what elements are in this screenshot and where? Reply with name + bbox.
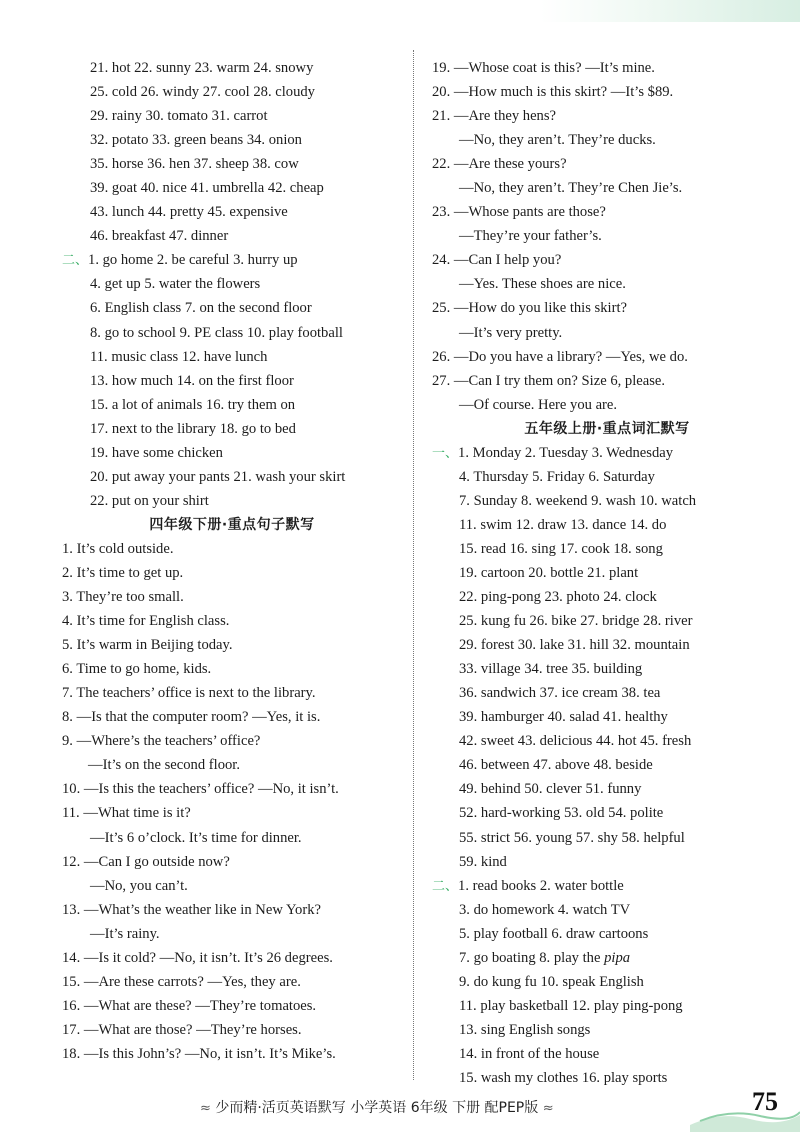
line-text: 20. —How much is this skirt? —It’s $89. [432,84,674,101]
line-text: 22. ping-pong 23. photo 24. clock [459,589,657,606]
text-line [432,152,782,176]
text-line [432,970,782,994]
text-line [432,489,782,513]
line-text: 13. how much 14. on the first floor [90,372,294,389]
line-text: 22. put on your shirt [90,492,209,509]
text-line [432,224,782,248]
section-marker: 一、 [432,445,459,461]
text-line [62,657,402,681]
text-line [432,80,782,104]
line-text: —It’s very pretty. [459,324,563,341]
text-line [432,994,782,1018]
line-text: 8. go to school 9. PE class 10. play football [90,324,343,341]
text-line [62,537,402,561]
text-line [432,248,782,272]
line-text: 15. read 16. sing 17. cook 18. song [459,540,663,557]
page-footer [0,1085,800,1132]
line-text: 35. horse 36. hen 37. sheep 38. cow [90,156,299,173]
line-text: 19. have some chicken [90,444,223,461]
section-heading [432,417,782,441]
text-line [432,801,782,825]
line-text: 11. play basketball 12. play ping-pong [459,997,683,1014]
line-text: 11. swim 12. draw 13. dance 14. do [459,516,667,533]
line-text: 7. Sunday 8. weekend 9. wash 10. watch [459,492,697,509]
left-column [62,56,402,1066]
line-text: —No, you can’t. [90,877,188,894]
line-text: 29. forest 30. lake 31. hill 32. mountain [459,637,690,654]
text-line [62,633,402,657]
line-text: 四年级下册·重点句子默写 [149,516,315,533]
line-text: 23. —Whose pants are those? [432,204,606,221]
line-text: 46. breakfast 47. dinner [90,228,229,245]
text-line [62,441,402,465]
text-line [432,898,782,922]
line-text: 52. hard-working 53. old 54. polite [459,805,664,822]
line-text: 39. hamburger 40. salad 41. healthy [459,709,668,726]
text-line [432,393,782,417]
line-text: 1. Monday 2. Tuesday 3. Wednesday [458,444,674,461]
text-line [432,922,782,946]
text-line [432,513,782,537]
text-line [62,946,402,970]
line-text: 27. —Can I try them on? Size 6, please. [432,372,666,389]
line-text: 13. —What’s the weather like in New York? [62,901,321,918]
line-text: 1. It’s cold outside. [62,540,174,557]
line-text: 16. —What are these? —They’re tomatoes. [62,997,317,1014]
line-text: —Yes. These shoes are nice. [459,276,626,293]
line-text: 43. lunch 44. pretty 45. expensive [90,204,288,221]
line-text: 21. hot 22. sunny 23. warm 24. snowy [90,60,314,76]
line-text: —It’s on the second floor. [88,757,240,774]
text-line [62,489,402,513]
text-line [62,729,402,753]
text-line [62,200,402,224]
line-text: —It’s 6 o’clock. It’s time for dinner. [90,829,302,846]
line-text: 11. —What time is it? [62,805,191,822]
text-line [62,152,402,176]
line-text: 46. between 47. above 48. beside [459,757,653,774]
line-text: 10. —Is this the teachers’ office? —No, it isn’t. [62,781,339,798]
text-line [62,224,402,248]
line-text: 8. —Is that the computer room? —Yes, it is. [62,709,321,726]
line-text: 17. —What are those? —They’re horses. [62,1021,302,1038]
line-text: 36. sandwich 37. ice cream 38. tea [459,685,661,702]
text-line [62,994,402,1018]
line-text: 6. English class 7. on the second floor [90,300,312,317]
text-line [432,874,782,898]
text-line [432,441,782,465]
text-line [62,585,402,609]
text-line [62,1042,402,1066]
line-text: 24. —Can I help you? [432,252,562,269]
line-text: 59. kind [459,853,507,870]
line-text: 3. do homework 4. watch TV [459,901,631,918]
line-text: 5. play football 6. draw cartoons [459,925,649,942]
text-line [432,729,782,753]
text-line [62,609,402,633]
line-text: 55. strict 56. young 57. shy 58. helpful [459,829,685,846]
line-text: 25. kung fu 26. bike 27. bridge 28. river [459,613,693,630]
page-number: 75 [752,1087,778,1116]
text-line [62,321,402,345]
footer-title [200,1097,554,1117]
text-line [432,369,782,393]
line-text: —No, they aren’t. They’re Chen Jie’s. [459,180,683,197]
header-decoration [540,0,800,22]
right-column [432,56,782,1090]
text-line [62,681,402,705]
line-text: 17. next to the library 18. go to bed [90,420,296,437]
line-text: 7. go boating 8. play the pipa [459,949,631,966]
line-text: 11. music class 12. have lunch [90,348,268,365]
text-line [432,753,782,777]
line-text: 18. —Is this John’s? —No, it isn’t. It’s Mike’s. [62,1045,336,1062]
line-text: 5. It’s warm in Beijing today. [62,637,233,654]
text-line [62,128,402,152]
text-line [432,200,782,224]
line-text: 14. —Is it cold? —No, it isn’t. It’s 26 degrees. [62,949,333,966]
text-line [432,681,782,705]
text-line [62,850,402,874]
text-line [432,176,782,200]
line-text: 14. in front of the house [459,1045,600,1062]
line-text: 15. —Are these carrots? —Yes, they are. [62,973,301,990]
text-line [432,56,782,80]
line-text: 26. —Do you have a library? —Yes, we do. [432,348,688,365]
line-text: —Of course. Here you are. [459,396,618,413]
text-line [62,874,402,898]
text-line [432,465,782,489]
line-text: 22. —Are these yours? [432,156,567,173]
line-text: 2. It’s time to get up. [62,564,184,581]
line-text: 1. read books 2. water bottle [458,877,624,894]
text-line [62,801,402,825]
text-line [432,272,782,296]
text-line [62,1018,402,1042]
text-line [62,369,402,393]
line-text: 4. It’s time for English class. [62,613,230,630]
text-line [62,393,402,417]
italic-word: pipa [604,949,631,966]
text-line [62,922,402,946]
line-text: 15. wash my clothes 16. play sports [459,1069,668,1086]
text-line [62,465,402,489]
text-line [432,1042,782,1066]
text-line [432,345,782,369]
line-text: 7. The teachers’ office is next to the library. [62,685,316,702]
text-line [432,705,782,729]
text-line [432,537,782,561]
line-text: 9. —Where’s the teachers’ office? [62,733,261,750]
section-marker: 二、 [62,253,89,269]
line-text: 20. put away your pants 21. wash your skirt [90,468,346,485]
text-line [432,1018,782,1042]
text-line [62,826,402,850]
text-line [432,946,782,970]
column-divider [413,50,414,1080]
text-line [62,417,402,441]
text-line [432,585,782,609]
wave-left-icon: ≈ [200,1101,211,1116]
text-line [62,296,402,320]
text-line [62,970,402,994]
text-line [62,272,402,296]
section-heading [62,513,402,537]
wave-right-icon: ≈ [542,1101,554,1116]
text-line [432,561,782,585]
line-text: 21. —Are they hens? [432,108,557,125]
line-text: 39. goat 40. nice 41. umbrella 42. cheap [90,180,324,197]
line-text: 19. —Whose coat is this? —It’s mine. [432,60,655,76]
text-line [432,321,782,345]
section-marker: 二、 [432,878,459,894]
text-line [62,345,402,369]
line-text: 49. behind 50. clever 51. funny [459,781,642,798]
text-line [432,657,782,681]
line-text: 3. They’re too small. [62,589,184,606]
text-line [62,248,402,272]
line-text: 32. potato 33. green beans 34. onion [90,132,302,149]
line-text: 33. village 34. tree 35. building [459,661,643,678]
text-line [62,80,402,104]
text-line [62,176,402,200]
text-line [432,777,782,801]
text-line [62,753,402,777]
line-text: 25. —How do you like this skirt? [432,300,627,317]
text-line [432,296,782,320]
line-text: 4. get up 5. water the flowers [90,276,261,293]
footer-book-title: 少而精·活页英语默写 小学英语 6年级 下册 配PEP版 [215,1100,539,1116]
line-text: 42. sweet 43. delicious 44. hot 45. fresh [459,733,692,750]
line-text: 4. Thursday 5. Friday 6. Saturday [459,468,655,485]
text-line [432,609,782,633]
line-text: —They’re your father’s. [459,228,602,245]
line-text: 9. do kung fu 10. speak English [459,973,644,990]
line-text: 12. —Can I go outside now? [62,853,230,870]
text-line [62,561,402,585]
line-text: 29. rainy 30. tomato 31. carrot [90,108,268,125]
text-line [62,898,402,922]
line-text: 15. a lot of animals 16. try them on [90,396,296,413]
text-line [432,850,782,874]
text-line [62,705,402,729]
text-line [432,104,782,128]
text-line [432,826,782,850]
text-line [62,104,402,128]
line-text: 6. Time to go home, kids. [62,661,212,678]
text-line [62,56,402,80]
line-text: 19. cartoon 20. bottle 21. plant [459,564,639,581]
line-text: —No, they aren’t. They’re ducks. [459,132,656,149]
line-text: 13. sing English songs [459,1021,591,1038]
line-text: 25. cold 26. windy 27. cool 28. cloudy [90,84,315,101]
line-text: —It’s rainy. [90,925,160,942]
text-line [62,777,402,801]
text-line [432,633,782,657]
text-line [432,128,782,152]
line-text: 1. go home 2. be careful 3. hurry up [88,252,298,269]
line-text: 五年级上册·重点词汇默写 [524,420,690,437]
